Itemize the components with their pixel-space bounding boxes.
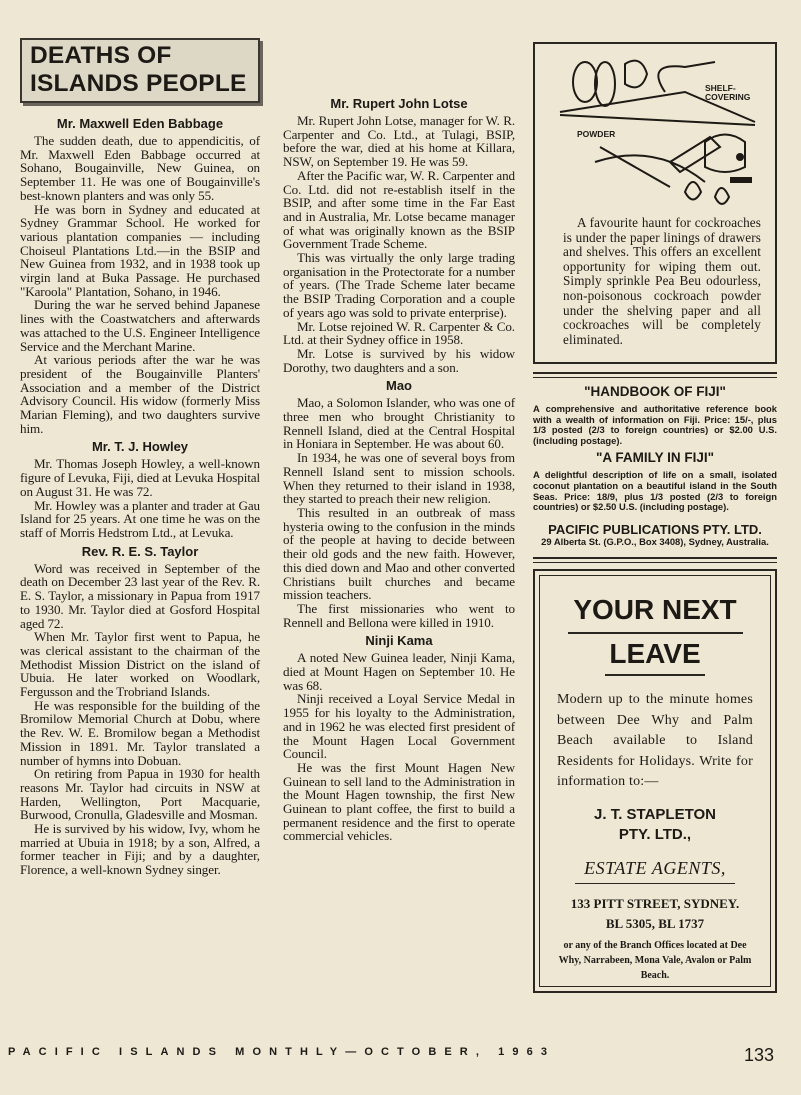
obituary-paragraph: In 1934, he was one of several boys from Rennell Island sent to mission schools. When they returned to their island in 1938, they started to preach their new religion.: [283, 450, 515, 507]
obituary-paragraph: Mr. Thomas Joseph Howley, a well-known figure of Levuka, Fiji, died at Levuka Hospital on August 31. He was 72.: [20, 456, 261, 499]
page-footer: PACIFIC ISLANDS MONTHLY—OCTOBER, 1963: [8, 1046, 556, 1058]
ad1-text: A favourite haunt for cockroaches is under the paper linings of drawers and shelves. This offers an excellent opportunity for wiping them out. Simply sprinkle Pea Beu odourless, non-poisonous cockroach powder under the shelving paper and all cockroaches will be completely eliminated.: [563, 215, 761, 347]
section-masthead: [20, 38, 260, 103]
agent-phone: BL 5305, BL 1737: [605, 915, 705, 931]
book2-description: A delightful description of life on a small, isolated coconut plantation on a beautiful island in the South Seas. Price: 18/9, plus 1/3 posted (2/3 to foreign countries) or $2.50 U.S. (including postage).: [533, 469, 777, 513]
book1-description: A comprehensive and authoritative reference book with a wealth of information on Fiji. Price: 15/-, plus 1/3 posted (2/3 to foreign countries) or $2.00 U.S. (including postage).: [533, 403, 777, 446]
obituary-paragraph: After the Pacific war, W. R. Carpenter and Co. Ltd. did not re-establish itself in the BSIP, and after some time in the Far East and in Australia, Mr. Lotse became manager of what was originally known as the BSIP Government Trade Scheme.: [283, 167, 515, 252]
column-middle: [283, 92, 515, 843]
obituary-paragraph: This was virtually the only large trading organisation in the Protectorate for a number of years. (The Trade Scheme later became the BSIP Trading Corporation and a couple of years ago was sold to private enterprise).: [283, 250, 515, 320]
estate-agents-label: ESTATE AGENTS,: [584, 857, 726, 878]
obituary-paragraph: The sudden death, due to appendicitis, of Mr. Maxwell Eden Babbage occurred at Sohano, Bougainville, New Guinea, on September 11. He was one of Bougainville's best-known planters and was only 55.: [20, 133, 260, 203]
column-left: [20, 38, 260, 877]
book2-title: "A FAMILY IN FIJI": [595, 450, 715, 466]
obituary-paragraph: He is survived by his widow, Ivy, whom he married at Ubuia in 1918; by a son, Alfred, a former teacher in Fiji; and by a daughter, Florence, a well-known Sydney singer.: [20, 821, 260, 878]
masthead-title: DEATHS OF ISLANDS PEOPLE: [30, 42, 247, 97]
obituary-paragraph: During the war he served behind Japanese lines with the Coastwatchers and afterwards was attached to the U.S. Engineer Intelligence Service and the Merchant Marine.: [20, 297, 260, 354]
obituary-heading: Rev. R. E. S. Taylor: [81, 543, 199, 559]
obituaries-left: [20, 116, 260, 877]
agent-company-line-2: PTY. LTD.,: [618, 825, 692, 843]
ad2-rule: [575, 883, 735, 884]
obituary-paragraph: The first missionaries who went to Rennell and Bellona were killed in 1910.: [283, 600, 515, 630]
shelf-covering-label: SHELF- COVERING: [705, 83, 751, 102]
powder-label: POWDER: [577, 129, 616, 139]
obituary-paragraph: Mr. Rupert John Lotse, manager for W. R. Carpenter and Co. Ltd., at Tulagi, BSIP, before the war, died at his home at Killara, NSW, on September 19. He was 59.: [283, 113, 515, 170]
obituary-paragraph: On retiring from Papua in 1930 for health reasons Mr. Taylor had circuits in NSW at Harden, Wellington, Port Macquarie, Burwood, Cronulla, Gladesville and Mosman.: [20, 766, 260, 823]
obituary-paragraph: Word was received in September of the death on December 23 last year of the Rev. R. E. S. Taylor, a missionary in Papua from 1917 to 1930. Mr. Taylor died at Gosford Hospital aged 72.: [20, 560, 260, 631]
cockroach-powder-ad: [533, 42, 777, 364]
ad2-headline-2: LEAVE: [609, 638, 701, 670]
obituary-paragraph: This resulted in an outbreak of mass hysteria owing to the confusion in the minds of the people at having to decide between their old gods and the new faith. However, this died down and Mao and other converted Christians built churches and became mission teachers.: [283, 504, 515, 603]
obituaries-middle: [283, 96, 515, 843]
obituary-paragraph: He was born in Sydney and educated at Sydney Grammar School. He worked for various plantation companies — including Choiseul Plantations Ltd.—in the BSIP and New Guinea from 1932, and in 1938 took up virgin land at Buka Passage. He purchased "Karoola" Plantation, Sohano, in 1946.: [20, 201, 260, 299]
obituary-heading: Mr. Maxwell Eden Babbage: [56, 116, 224, 131]
double-rule: [533, 372, 777, 378]
agent-company: [540, 805, 770, 845]
obituary-paragraph: At various periods after the war he was president of the Bougainville Planters' Association and a member of the District Advisory Council. His widow (formerly Miss Marian Fleming), and two daughters survive him.: [20, 352, 260, 436]
obituary-paragraph: Mr. Howley was a planter and trader at Gau Island for 25 years. At one time he was on the staff of Morris Hedstrom Ltd., at Levuka.: [20, 497, 260, 540]
obituary-paragraph: Mr. Lotse rejoined W. R. Carpenter & Co. Ltd. at their Sydney office in 1958.: [283, 318, 515, 348]
agent-branches: or any of the Branch Offices located at Dee Why, Narrabeen, Mona Vale, Avalon or Palm Beach.: [558, 939, 752, 981]
obituary-paragraph: He was the first Mount Hagen New Guinean to sell land to the Administration in the Mount Hagen township, the first New Guinean to plant coffee, the first to build a permanent residence and the first to operate commercial vehicles.: [283, 759, 515, 844]
column-right: [533, 38, 777, 993]
obituary-paragraph: When Mr. Taylor first went to Papua, he was clerical assistant to the chairman of the Methodist Mission District on the island of Ubuia. He later worked on Woodlark, Fergusson and the Trobriand Islands.: [20, 629, 260, 700]
obituary-paragraph: He was responsible for the building of the Bromilow Memorial Church at Dobu, where the Rev. W. E. Bromilow began a Methodist Mission in 1891. Mr. Taylor translated a number of hymns into Dobuan.: [20, 697, 260, 768]
holiday-homes-ad: [533, 569, 777, 993]
obituary-heading: Mao: [386, 378, 412, 394]
agent-company-line-1: J. T. STAPLETON: [594, 805, 716, 823]
obituary-paragraph: A noted New Guinea leader, Ninji Kama, died at Mount Hagen on September 10. He was 68.: [283, 650, 515, 693]
agent-address: 133 PITT STREET, SYDNEY.: [570, 895, 740, 911]
book1-title: "HANDBOOK OF FIJI": [584, 384, 726, 399]
ad2-headline-1: YOUR NEXT: [573, 594, 737, 626]
page-number: 133: [744, 1045, 775, 1065]
ad2-text: Modern up to the minute homes between Dee Why and Palm Beach available to Island Residents for Holidays. Write for information to:—: [557, 692, 753, 790]
obituary-heading: Mr. T. J. Howley: [91, 439, 189, 455]
double-rule: [533, 557, 777, 563]
ad1-body: [563, 216, 761, 347]
obituary-heading: Ninji Kama: [365, 633, 433, 649]
agent-street: [540, 894, 770, 934]
obituary-paragraph: Mr. Lotse is survived by his widow Dorothy, two daughters and a son.: [283, 345, 515, 375]
book-adverts: [533, 384, 777, 547]
publisher-name: PACIFIC PUBLICATIONS PTY. LTD.: [548, 521, 762, 537]
ad2-inner-frame: [539, 575, 771, 987]
ad2-rule: [568, 632, 743, 634]
ad2-rule: [605, 674, 705, 676]
obituary-paragraph: Ninji received a Loyal Service Medal in 1955 for his loyalty to the Administration, and in 1962 he was elected first president of the Mount Hagen Local Government Council.: [283, 691, 515, 762]
obituary-paragraph: Mao, a Solomon Islander, who was one of three men who brought Christianity to Rennell Island, died at the Central Hospital in Honiara in September. He was about 60.: [283, 395, 515, 452]
obituary-heading: Mr. Rupert John Lotse: [330, 96, 468, 111]
publisher-address: 29 Alberta St. (G.P.O., Box 3408), Sydney, Australia.: [541, 535, 769, 547]
